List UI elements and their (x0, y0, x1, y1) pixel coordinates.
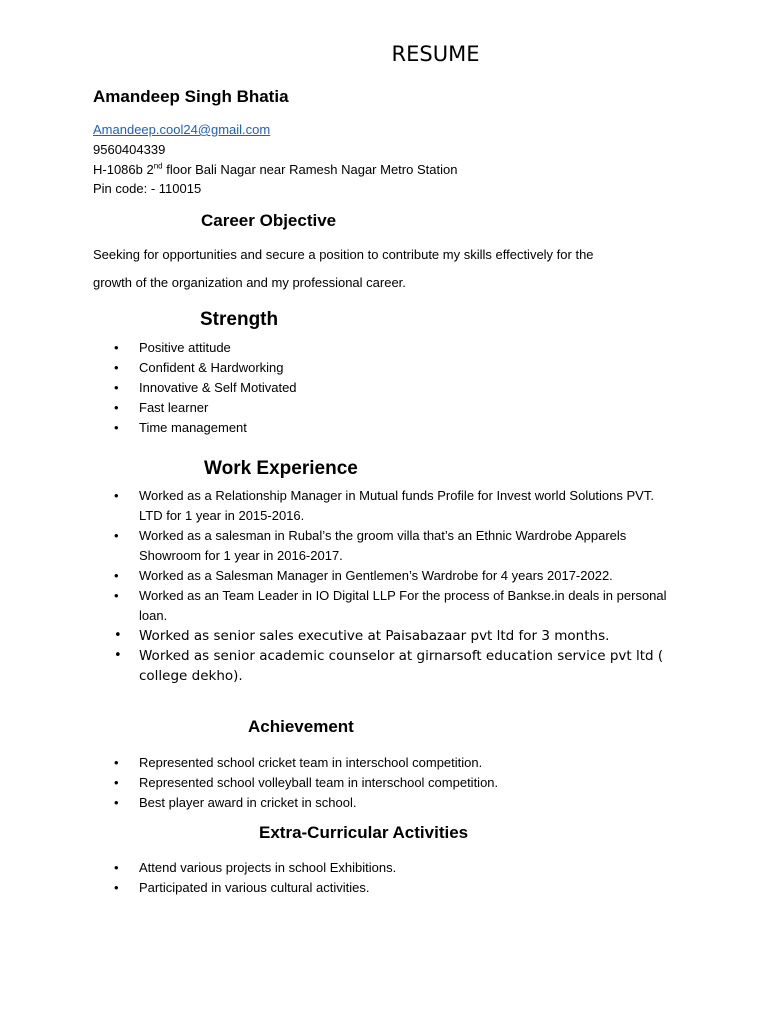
work-experience-heading: Work Experience (204, 458, 358, 479)
list-item (0, 358, 679, 378)
list-item-text: Participated in various cultural activities. (139, 880, 370, 895)
list-item (0, 398, 679, 418)
list-item-text: Best player award in cricket in school. (139, 795, 357, 810)
bullet-icon: • (114, 568, 119, 583)
bullet-icon: • (114, 628, 122, 643)
list-item (0, 858, 679, 878)
list-item (0, 418, 679, 438)
list-item (0, 626, 679, 646)
bullet-icon: • (114, 340, 119, 355)
pin-code: Pin code: - 110015 (93, 181, 202, 196)
list-item-text: Worked as a salesman in Rubal’s the groom villa that’s an Ethnic Wardrobe Apparels Showroom for 1 year in 2016-2017. (139, 528, 627, 563)
list-item-text: Worked as a Salesman Manager in Gentlemen’s Wardrobe for 4 years 2017-2022. (139, 568, 613, 583)
achievement-list (0, 753, 679, 813)
list-item (0, 646, 679, 686)
bullet-icon: • (114, 795, 119, 810)
list-item-text: Positive attitude (139, 340, 231, 355)
list-item (0, 378, 679, 398)
list-item-text: Innovative & Self Motivated (139, 380, 297, 395)
list-item-text: Represented school cricket team in interschool competition. (139, 755, 483, 770)
bullet-icon: • (114, 755, 119, 770)
bullet-icon: • (114, 360, 119, 375)
list-item (0, 338, 679, 358)
list-item (0, 878, 679, 898)
achievement-heading: Achievement (248, 717, 354, 736)
bullet-icon: • (114, 420, 119, 435)
bullet-icon: • (114, 380, 119, 395)
objective-line-1: Seeking for opportunities and secure a position to contribute my skills effectively for the (93, 247, 594, 262)
list-item-text: Time management (139, 420, 247, 435)
address-superscript: nd (153, 161, 163, 171)
bullet-icon: • (114, 588, 119, 603)
list-item (0, 753, 679, 773)
strength-heading: Strength (200, 309, 279, 330)
address-start: H-1086b 2 (93, 162, 154, 177)
list-item (0, 773, 679, 793)
bullet-icon: • (114, 775, 119, 790)
work-experience-list (0, 486, 679, 686)
list-item (0, 486, 679, 526)
email-link[interactable]: Amandeep.cool24@gmail.com (93, 122, 271, 137)
extra-curricular-heading: Extra-Curricular Activities (259, 823, 469, 842)
list-item-text: Attend various projects in school Exhibitions. (139, 860, 397, 875)
list-item-text: Fast learner (139, 400, 209, 415)
list-item (0, 526, 679, 566)
bullet-icon: • (114, 860, 119, 875)
candidate-name: Amandeep Singh Bhatia (93, 87, 289, 106)
bullet-icon: • (114, 528, 119, 543)
objective-line-2: growth of the organization and my professional career. (93, 275, 406, 290)
list-item-text: Confident & Hardworking (139, 360, 284, 375)
strength-list (0, 338, 679, 438)
list-item-text: Worked as senior academic counselor at girnarsoft education service pvt ltd ( college dekho). (139, 648, 664, 684)
bullet-icon: • (114, 648, 122, 663)
bullet-icon: • (114, 400, 119, 415)
list-item (0, 586, 679, 626)
address (93, 162, 457, 177)
list-item (0, 566, 679, 586)
bullet-icon: • (114, 488, 119, 503)
phone-number: 9560404339 (93, 142, 166, 157)
resume-title: RESUME (391, 42, 480, 66)
address-end: floor Bali Nagar near Ramesh Nagar Metro Station (162, 162, 458, 177)
list-item-text: Represented school volleyball team in interschool competition. (139, 775, 499, 790)
extra-curricular-list (0, 858, 679, 898)
career-objective-heading: Career Objective (201, 211, 337, 230)
list-item (0, 793, 679, 813)
list-item-text: Worked as senior sales executive at Paisabazaar pvt ltd for 3 months. (139, 628, 610, 644)
list-item-text: Worked as an Team Leader in IO Digital LLP For the process of Bankse.in deals in personal loan. (139, 588, 667, 623)
bullet-icon: • (114, 880, 119, 895)
list-item-text: Worked as a Relationship Manager in Mutual funds Profile for Invest world Solutions PVT. LTD for 1 year in 2015-2016. (139, 488, 654, 523)
